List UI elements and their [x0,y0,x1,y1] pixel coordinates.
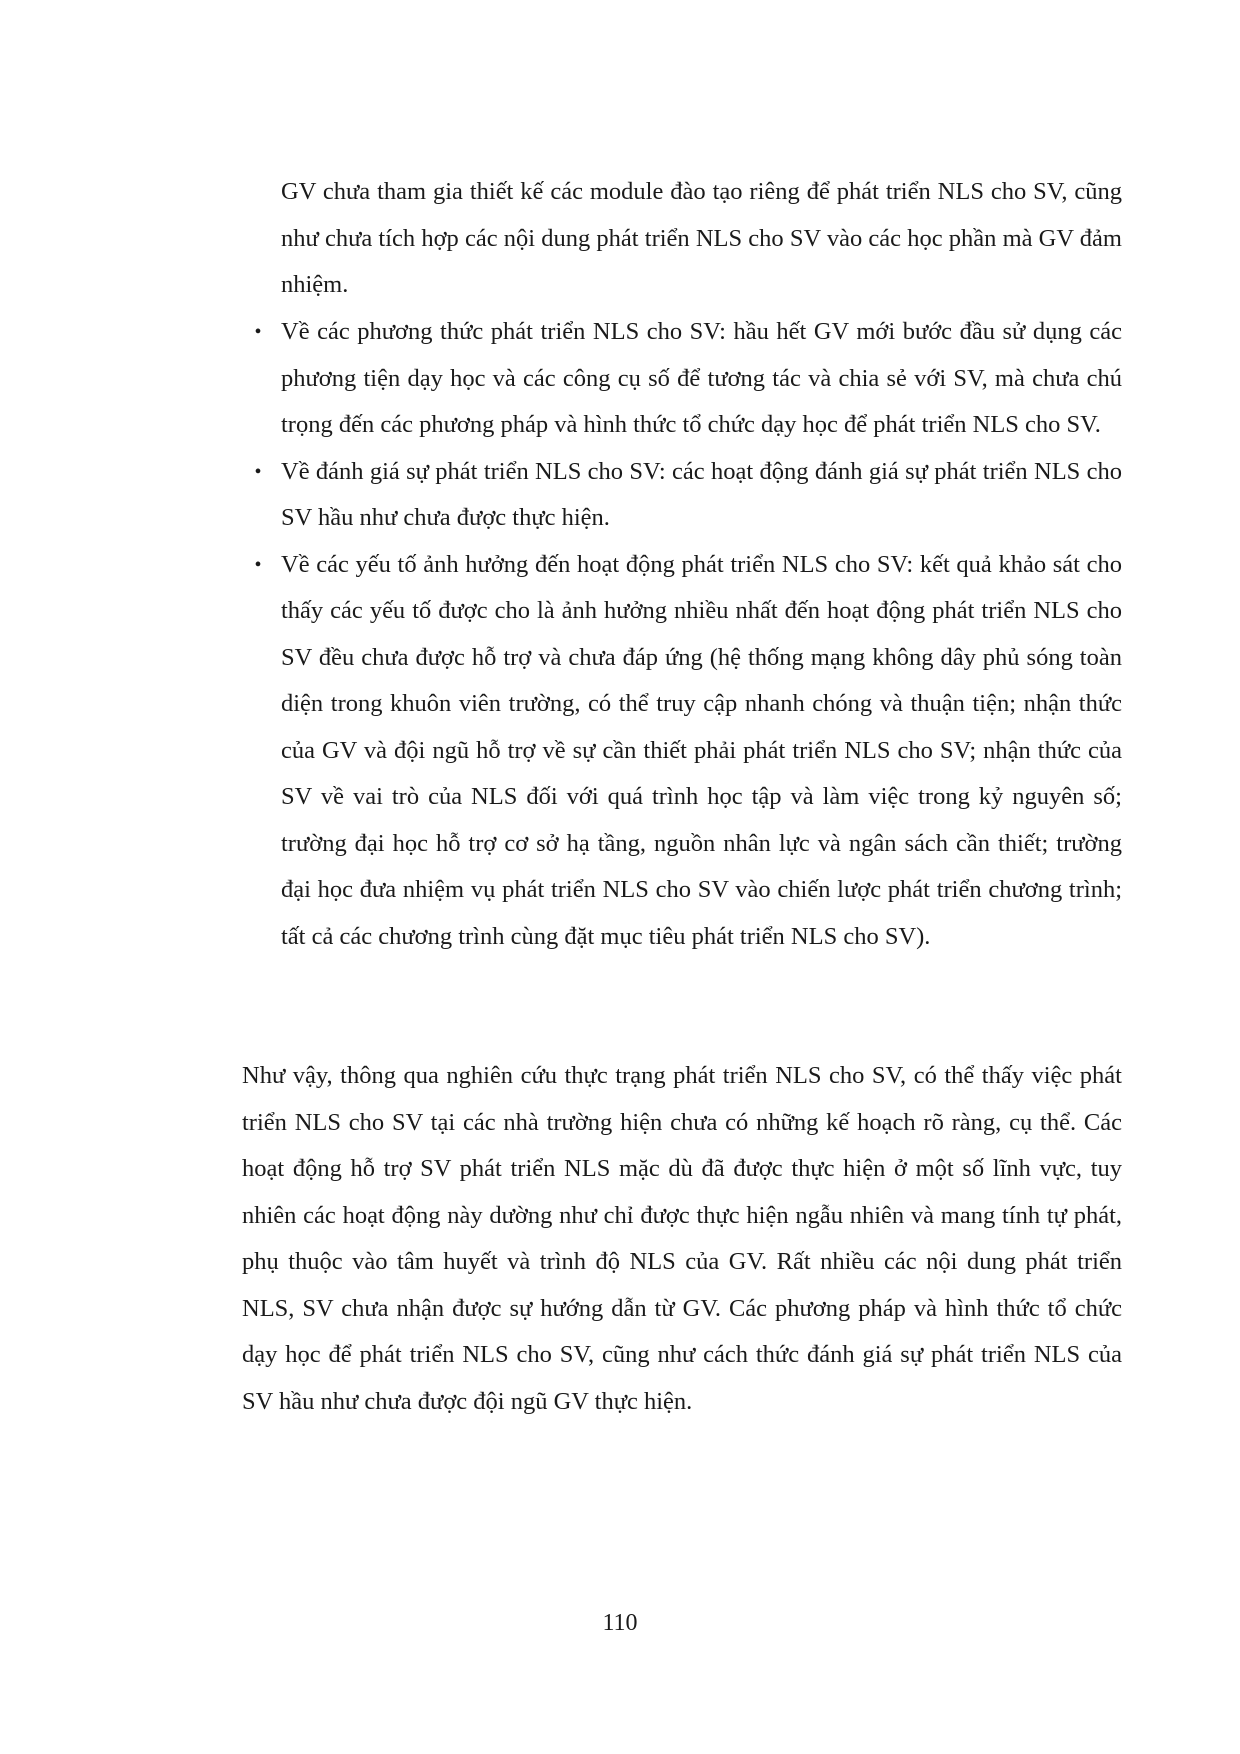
bullet-text: Về các yếu tố ảnh hưởng đến hoạt động phát triển NLS cho SV: kết quả khảo sát cho thấy các yếu tố được cho là ảnh hưởng nhiều nhất đến hoạt động phát triển NLS cho SV đều chưa được hỗ trợ và chưa đáp ứng (hệ thống mạng không dây phủ sóng toàn diện trong khuôn viên trường, có thể truy cập nhanh chóng và thuận tiện; nhận thức của GV và đội ngũ hỗ trợ về sự cần thiết phải phát triển NLS cho SV; nhận thức của SV về vai trò của NLS đối với quá trình học tập và làm việc trong kỷ nguyên số; trường đại học hỗ trợ cơ sở hạ tầng, nguồn nhân lực và ngân sách cần thiết; trường đại học đưa nhiệm vụ phát triển NLS cho SV vào chiến lược phát triển chương trình; tất cả các chương trình cùng đặt mục tiêu phát triển NLS cho SV). [281,550,1122,950]
bullet-text: Về đánh giá sự phát triển NLS cho SV: các hoạt động đánh giá sự phát triển NLS cho SV hầu như chưa được thực hiện. [281,457,1122,531]
continuation-paragraph: GV chưa tham gia thiết kế các module đào tạo riêng để phát triển NLS cho SV, cũng như chưa tích hợp các nội dung phát triển NLS cho SV vào các học phần mà GV đảm nhiệm. [281,178,1122,298]
bullet-item-methods [242,309,1122,449]
conclusion-paragraph: Như vậy, thông qua nghiên cứu thực trạng phát triển NLS cho SV, có thể thấy việc phát triển NLS cho SV tại các nhà trường hiện chưa có những kế hoạch rõ ràng, cụ thể. Các hoạt động hỗ trợ SV phát triển NLS mặc dù đã được thực hiện ở một số lĩnh vực, tuy nhiên các hoạt động này dường như chỉ được thực hiện ngẫu nhiên và mang tính tự phát, phụ thuộc vào tâm huyết và trình độ NLS của GV. Rất nhiều các nội dung phát triển NLS, SV chưa nhận được sự hướng dẫn từ GV. Các phương pháp và hình thức tổ chức dạy học để phát triển NLS cho SV, cũng như cách thức đánh giá sự phát triển NLS của SV hầu như chưa được đội ngũ GV thực hiện. [242,1062,1122,1415]
bullet-icon: • [254,460,262,483]
bullet-item-factors [242,542,1122,961]
bullet-item-assessment [242,449,1122,542]
bullet-icon: • [254,321,262,343]
page-number: 110 [602,1610,638,1636]
bullet-list [242,309,1122,960]
bullet-icon: • [254,553,262,576]
bullet-text: Về các phương thức phát triển NLS cho SV: hầu hết GV mới bước đầu sử dụng các phương tiện dạy học và các công cụ số để tương tác và chia sẻ với SV, mà chưa chú trọng đến các phương pháp và hình thức tổ chức dạy học để phát triển NLS cho SV. [281,318,1122,438]
